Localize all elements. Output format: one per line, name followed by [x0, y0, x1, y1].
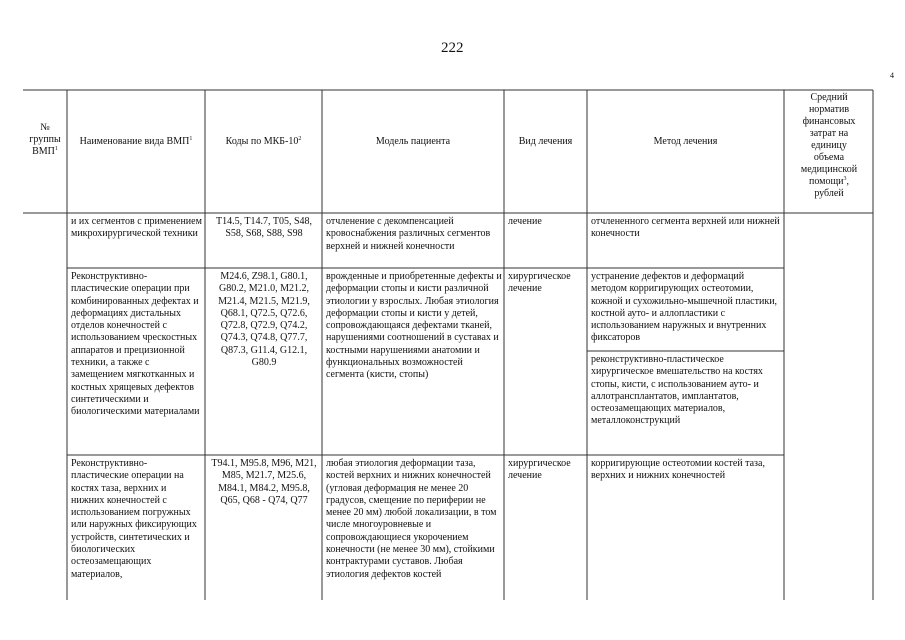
row3-patient-model: любая этиология деформации таза, костей верхних и нижних конечностей (угловая деформация не менее 20 градусов, смещение по периферии не менее 20 мм) любой локализации, в том числе многоуровневые и сопровождающиеся укорочением конечности (не менее 30 мм), стойкими контрактурами суставов. Любая этиология дефектов костей [326, 458, 497, 580]
header-avg-cost: Средний норматив финансовых затрат на единицу объема медицинской помощи$^3$, рублей [800, 92, 858, 199]
row2-treatment-type: хирургическое лечение [508, 271, 571, 295]
row2-icd-codes: M24.6, Z98.1, G80.1, G80.2, M21.0, M21.2, M21.4, M21.5, M21.9, Q68.1, Q72.5, Q72.6, Q72.8, Q72.9, Q74.2, Q74.3, Q74.8, Q77.7, Q87.3, G11.4, G12.1, G80.9 [218, 271, 310, 369]
row2-treatment-method-2: реконструктивно-пластическое хирургическое вмешательство на костях стопы, кисти, с использованием ауто- и аллотрансплантатов, имплантатов, остеозамещающих материалов, металлоконструкций [591, 354, 763, 427]
row1-treatment-type: лечение [508, 216, 542, 227]
header-group-no: № группы ВМП$^1$ [29, 122, 61, 157]
header-treatment-type: Вид лечения [518, 136, 573, 147]
row1-icd-codes: T14.5, T14.7, T05, S48, S58, S68, S88, S98 [215, 216, 313, 240]
row2-treatment-method-1: устранение дефектов и деформаций методом корригирующих остеотомии, кожной и сухожильно-мышечной пластики, костной ауто- и аллопластики с использованием наружных и внутренних фиксаторов [591, 271, 778, 344]
row2-patient-model: врожденные и приобретенные дефекты и деформации стопы и кисти различной этиологии у взрослых. Любая этиология деформации стопы и кисти у детей, сопровождающаяся дефектами тканей, нарушениями соотношений в суставах и костными нарушениями анатомии и функциональных возможностей сегмента (кисти, стопы) [326, 271, 502, 381]
row1-patient-model: отчленение с декомпенсацией кровоснабжения различных сегментов верхней и нижней конечности [326, 216, 491, 252]
header-vmp-name: Наименование вида ВМП$^1$ [79, 136, 193, 147]
header-treatment-method: Метод лечения [653, 136, 718, 147]
row1-vmp-name: и их сегментов с применением микрохирургической техники [71, 216, 202, 240]
row2-vmp-name: Реконструктивно-пластические операции при комбинированных дефектах и деформациях дистальных отделов конечностей с использованием чрескостных аппаратов и прецизионной техники, а также с замещением мягкотканных и костных хрящевых дефектов синтетическими и биологическими материалами [71, 271, 200, 418]
row1-treatment-method: отчлененного сегмента верхней или нижней конечности [591, 216, 780, 240]
header-icd-codes: Коды по МКБ-$10^2$ [225, 136, 302, 147]
row3-treatment-method: корригирующие остеотомии костей таза, верхних и нижних конечностей [591, 458, 765, 482]
header-patient-model: Модель пациента [375, 136, 451, 147]
page-number: 222 [441, 40, 464, 56]
row3-icd-codes: T94.1, M95.8, M96, M21, M85, M21.7, M25.6, M84.1, M84.2, M95.8, Q65, Q68 - Q74, Q77 [211, 458, 317, 506]
corner-mark: 4 [890, 71, 894, 80]
row3-treatment-type: хирургическое лечение [508, 458, 571, 482]
row3-vmp-name: Реконструктивно-пластические операции на костях таза, верхних и нижних конечностей с использованием погружных или наружных фиксирующих устройств, синтетических и биологических остеозамещающих материалов, [71, 458, 197, 580]
